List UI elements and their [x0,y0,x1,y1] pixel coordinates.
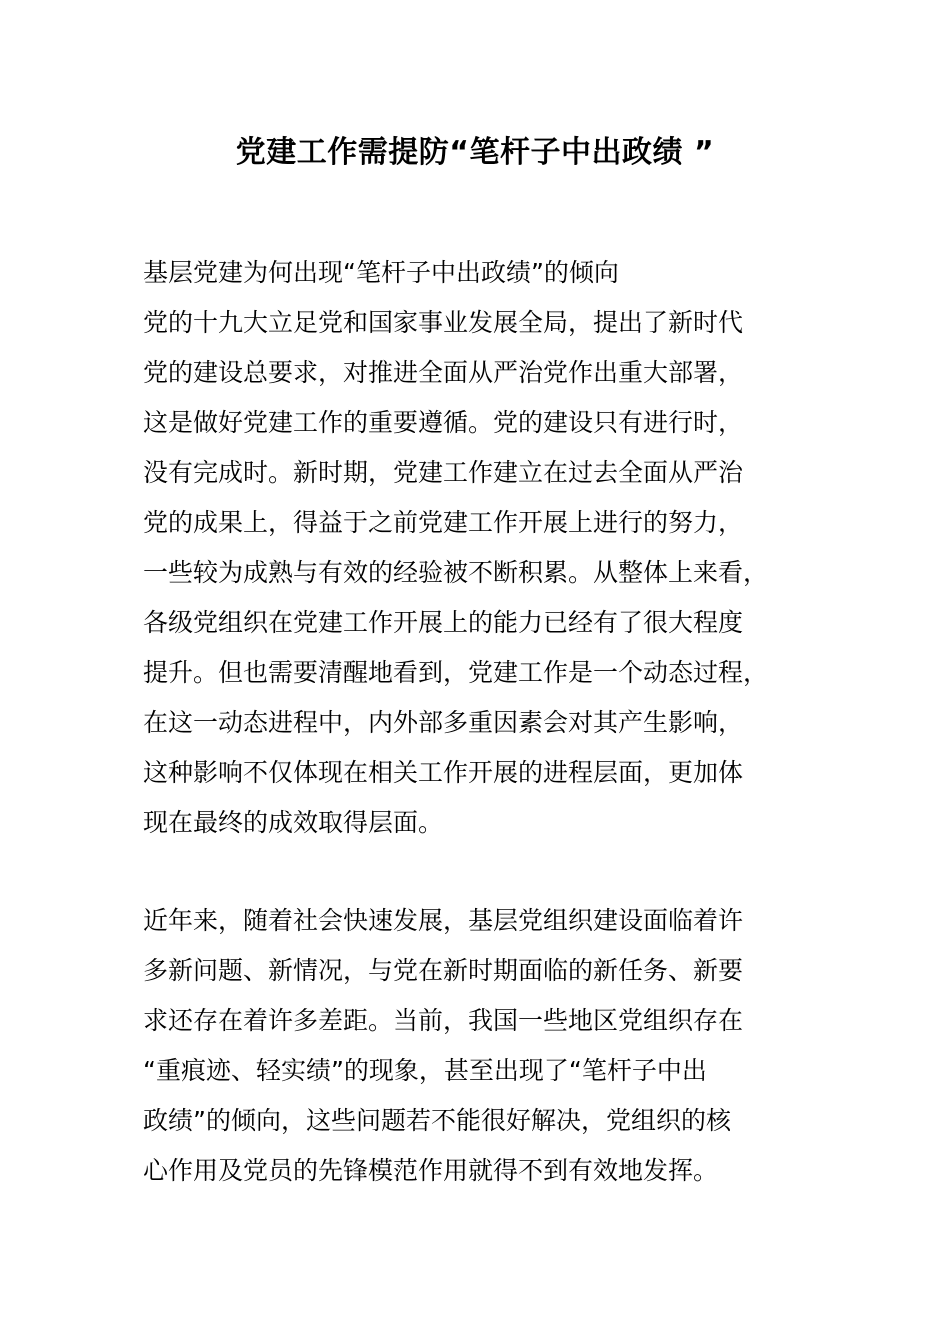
text-line: 求还存在着许多差距。当前，我国一些地区党组织存在 [143,1006,744,1035]
text-line: 政绩”的倾向，这些问题若不能很好解决，党组织的核 [143,1106,731,1135]
text-line: 多新问题、新情况，与党在新时期面临的新任务、新要 [143,956,744,985]
paragraph-block-2 [143,896,843,1196]
text-line: 这种影响不仅体现在相关工作开展的进程层面，更加体 [143,758,744,787]
paragraph-block-1 [143,248,843,848]
text-line: 一些较为成熟与有效的经验被不断积累。从整体上来看， [143,558,769,587]
text-line: 在这一动态进程中，内外部多重因素会对其产生影响， [143,708,744,737]
document-title: 党建工作需提防“笔杆子中出政绩 ” [235,135,715,170]
text-line: 近年来，随着社会快速发展，基层党组织建设面临着许 [143,906,744,935]
text-line: “重痕迹、轻实绩”的现象，甚至出现了“笔杆子中出 [143,1056,707,1085]
text-line: 各级党组织在党建工作开展上的能力已经有了很大程度 [143,608,744,637]
text-line: 心作用及党员的先锋模范作用就得不到有效地发挥。 [143,1156,719,1185]
text-line: 党的十九大立足党和国家事业发展全局，提出了新时代 [143,308,744,337]
text-line: 提升。但也需要清醒地看到，党建工作是一个动态过程， [143,658,769,687]
text-line: 党的成果上，得益于之前党建工作开展上进行的努力， [143,508,744,537]
text-line: 现在最终的成效取得层面。 [143,808,444,837]
text-line: 没有完成时。新时期，党建工作建立在过去全面从严治 [143,458,744,487]
text-line: 这是做好党建工作的重要遵循。党的建设只有进行时， [143,408,744,437]
text-line: 基层党建为何出现“笔杆子中出政绩”的倾向 [143,258,619,287]
text-line: 党的建设总要求，对推进全面从严治党作出重大部署， [143,358,744,387]
